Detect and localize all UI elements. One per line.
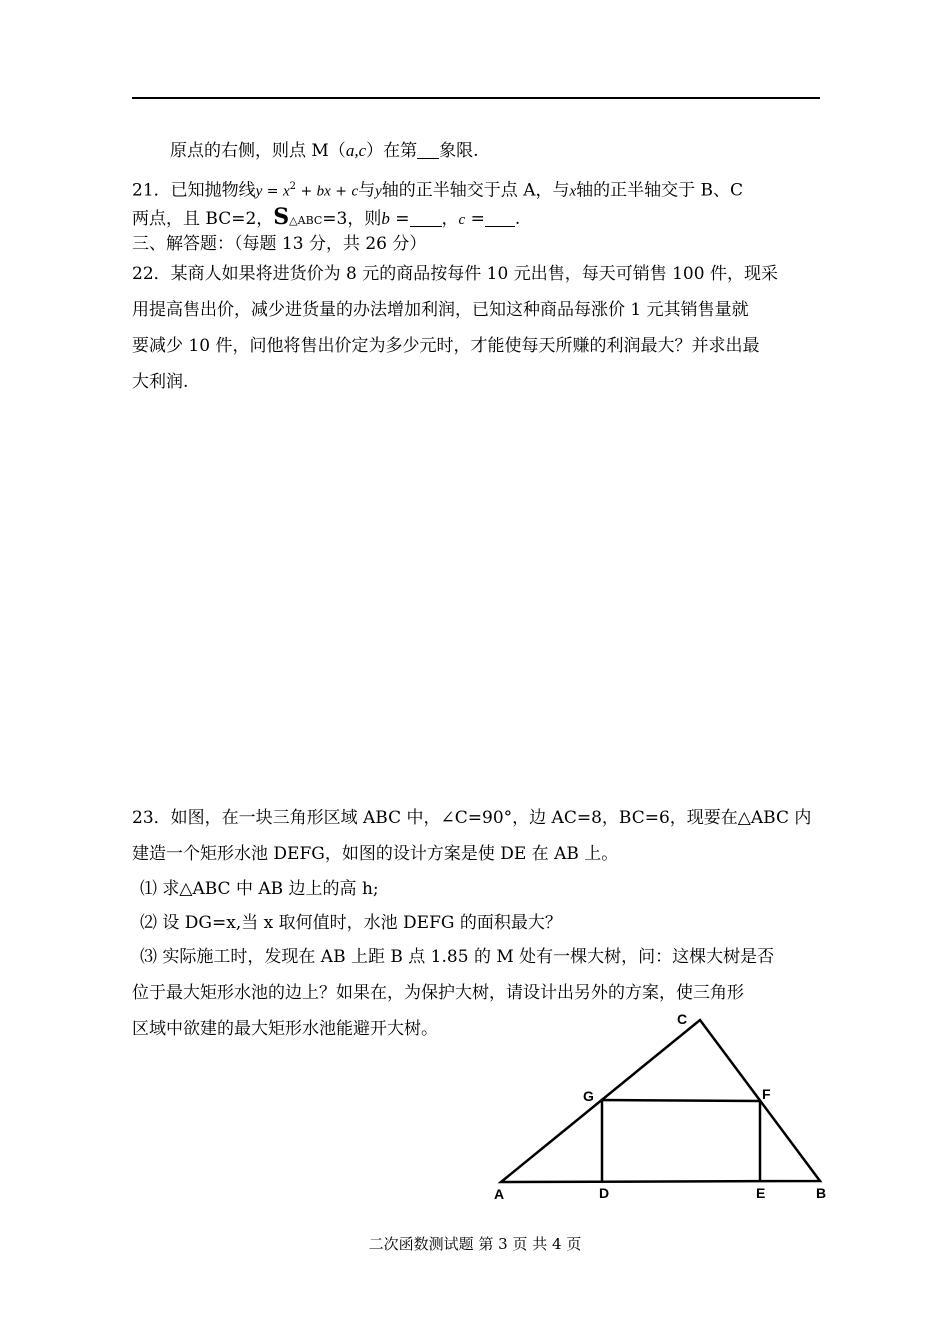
- q21-equals-1: =: [389, 209, 410, 229]
- page-footer: 二次函数测试题 第 3 页 共 4 页: [368, 1235, 582, 1253]
- q20-comma: ,: [354, 141, 359, 160]
- label-c: C: [677, 1011, 688, 1027]
- section-heading: 三、解答题：（每题 13 分，共 26 分）: [132, 234, 427, 254]
- label-g: G: [583, 1088, 594, 1104]
- q22-line-3: 要减少 10 件，问他将售出价定为多少元时，才能使每天所赚的利润最大？并求出最: [132, 336, 760, 356]
- q21-eq-plus-1: +: [296, 183, 317, 200]
- q21-area-symbol: S: [273, 204, 290, 230]
- q21-text-4: 两点，且 BC=2，: [132, 209, 274, 229]
- q21-var-c: c: [458, 212, 466, 228]
- q21-text-2: 轴的正半轴交于点 A，与: [381, 180, 570, 201]
- q22-line-4: 大利润.: [132, 372, 189, 392]
- q23-line-1: 23．如图，在一块三角形区域 ABC 中，∠C=90°，边 AC=8，BC=6，现要在△ABC 内: [132, 808, 812, 828]
- q21-equals-2: =: [465, 209, 485, 229]
- q21-area-subscript: △ABC: [289, 214, 323, 227]
- q21-x-axis-var: x: [569, 183, 577, 200]
- q21-text-1: 与: [358, 180, 376, 201]
- q21-text-3: 轴的正半轴交于 B、C: [576, 180, 744, 201]
- label-f: F: [762, 1086, 771, 1102]
- q21-eq-c: c: [351, 183, 359, 200]
- q21-eq-bx: bx: [316, 183, 331, 200]
- q23-line-6: 位于最大矩形水池的边上？如果在，为保护大树，请设计出另外的方案，使三角形: [132, 983, 744, 1003]
- q21-y-axis-var: y: [375, 183, 382, 200]
- label-a: A: [494, 1186, 505, 1202]
- q20-text-pre: 原点的右侧，则点 M（: [170, 141, 346, 161]
- q22-line-1: 22．某商人如果将进货价为 8 元的商品按每件 10 元出售，每天可销售 100 件，现采: [132, 264, 778, 284]
- q21-end: .: [514, 209, 521, 229]
- q22-line-2: 用提高售出价，减少进货量的办法增加利润，已知这种商品每涨价 1 元其销售量就: [132, 300, 749, 320]
- q21-var-b: b: [381, 209, 390, 228]
- q23-part-1: ⑴ 求△ABC 中 AB 边上的高 h;: [140, 879, 379, 899]
- q23-line-7: 区域中欲建的最大矩形水池能避开大树。: [132, 1019, 438, 1039]
- q21-eq-y: y: [255, 183, 263, 200]
- q21-number: 21．已知抛物线: [132, 180, 256, 201]
- q23-line-2: 建造一个矩形水池 DEFG，如图的设计方案是使 DE 在 AB 上。: [132, 844, 619, 864]
- q20-var-a: a: [345, 141, 355, 160]
- label-e: E: [756, 1185, 766, 1201]
- q21-eq-equals: =: [262, 183, 283, 200]
- label-d: D: [599, 1185, 610, 1201]
- rectangle-defg: [602, 1100, 760, 1182]
- q21-eq-square: 2: [289, 181, 296, 192]
- q21-text-5: =3，则: [322, 209, 382, 229]
- q21-eq-x: x: [282, 183, 290, 200]
- q20-var-c: c: [358, 141, 367, 160]
- q23-part-2: ⑵ 设 DG=x,当 x 取何值时，水池 DEFG 的面积最大？: [140, 913, 562, 933]
- label-b: B: [816, 1185, 827, 1201]
- q23-part-3: ⑶ 实际施工时，发现在 AB 上距 B 点 1.85 的 M 处有一棵大树，问：这棵大树是否: [140, 947, 775, 967]
- q21-separator: ，: [441, 209, 459, 229]
- q20-text-end: 象限.: [439, 141, 479, 161]
- q20-text-post: ）在第: [366, 141, 418, 161]
- q21-eq-plus-2: +: [330, 183, 352, 200]
